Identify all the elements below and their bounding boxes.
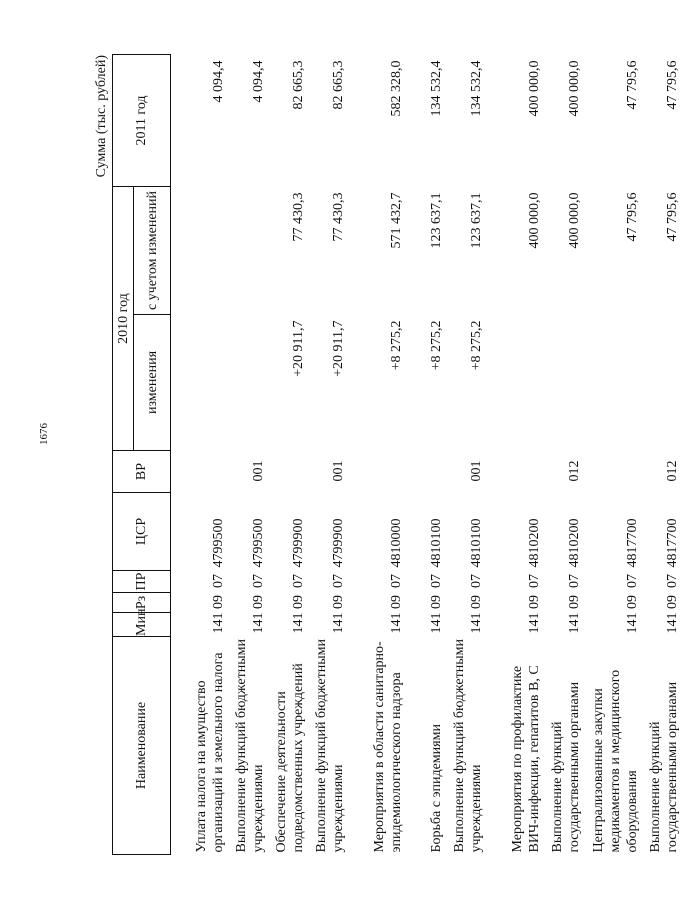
budget-table	[112, 54, 683, 855]
row-vr: 012	[567, 460, 582, 482]
row-name: Обеспечение деятельности подведомственных учреждений	[274, 663, 306, 853]
unit-caption: Сумма (тыс. рублей)	[94, 55, 109, 178]
table-row	[643, 55, 683, 855]
row-with-changes: 123 637,1	[469, 192, 484, 249]
row-rz: 09	[211, 595, 226, 609]
table-row	[309, 55, 349, 855]
row-csr: 4799900	[291, 518, 306, 568]
row-csr: 4799500	[211, 518, 226, 568]
row-vr	[349, 451, 407, 493]
row-csr: 4817700	[665, 518, 680, 568]
row-with-changes: 47 795,6	[665, 192, 680, 242]
row-min: 141	[527, 612, 542, 634]
header-with-changes: с учетом изменений	[134, 187, 171, 315]
row-pr: 07	[625, 574, 640, 588]
row-changes: +8 275,2	[469, 320, 484, 371]
row-changes: +20 911,7	[331, 320, 346, 377]
row-rz: 09	[291, 595, 306, 609]
table-body	[171, 55, 683, 855]
header-csr: ЦСР	[113, 493, 171, 571]
row-pr: 07	[665, 574, 680, 588]
row-with-changes: 400 000,0	[527, 192, 542, 249]
row-year-2011: 47 795,6	[625, 60, 640, 110]
row-pr: 07	[389, 574, 404, 588]
row-rz: 09	[469, 595, 484, 609]
row-vr	[171, 451, 230, 493]
row-pr: 07	[211, 574, 226, 588]
row-vr	[269, 451, 309, 493]
row-min: 141	[251, 612, 266, 634]
table-row	[269, 55, 309, 855]
table-row	[545, 55, 585, 855]
header-vr: ВР	[113, 451, 171, 493]
header-rz: Рз	[113, 593, 171, 613]
row-with-changes: 77 430,3	[291, 192, 306, 242]
row-rz: 09	[251, 595, 266, 609]
row-rz: 09	[389, 595, 404, 609]
row-rz: 09	[567, 595, 582, 609]
table-header	[113, 55, 171, 855]
row-name: Уплата налога на имущество организаций и земельного налога	[194, 652, 226, 853]
table-row	[407, 55, 447, 855]
row-pr: 07	[251, 574, 266, 588]
row-pr: 07	[527, 574, 542, 588]
row-with-changes: 123 637,1	[429, 192, 444, 249]
row-year-2011: 47 795,6	[665, 60, 680, 110]
row-with-changes: 77 430,3	[331, 192, 346, 242]
row-with-changes	[171, 187, 230, 315]
row-with-changes	[229, 187, 269, 315]
row-changes	[545, 315, 585, 451]
row-year-2011: 134 532,4	[429, 60, 444, 117]
row-changes	[643, 315, 683, 451]
row-changes	[229, 315, 269, 451]
row-pr: 07	[429, 574, 444, 588]
row-with-changes: 571 432,7	[389, 192, 404, 249]
rotated-page-content	[94, 55, 680, 855]
row-name: Мероприятия по профилактике ВИЧ-инфекции, гепатитов B, C	[510, 665, 542, 853]
row-changes: +8 275,2	[429, 320, 444, 371]
row-name: Мероприятия в области санитарно-эпидемиологического надзора	[372, 641, 404, 853]
row-min: 141	[331, 612, 346, 634]
row-year-2011: 82 665,3	[291, 60, 306, 110]
row-with-changes: 400 000,0	[567, 192, 582, 249]
table-row	[229, 55, 269, 855]
row-year-2011: 4 094,4	[251, 60, 266, 103]
row-name: Выполнение функций государственными органами	[550, 681, 582, 853]
row-min: 141	[567, 612, 582, 634]
row-csr: 4810000	[389, 518, 404, 568]
row-name: Борьба с эпидемиями	[429, 724, 444, 853]
row-changes	[487, 315, 545, 451]
row-min: 141	[291, 612, 306, 634]
row-vr	[585, 451, 643, 493]
row-name: Выполнение функций бюджетными учреждениями	[452, 639, 484, 853]
row-min: 141	[211, 612, 226, 634]
row-csr: 4810100	[429, 518, 444, 568]
header-min: Мин	[113, 613, 171, 637]
table-row	[349, 55, 407, 855]
header-year-2010: 2010 год	[113, 187, 134, 451]
table-row	[447, 55, 487, 855]
row-year-2011: 134 532,4	[469, 60, 484, 117]
row-csr: 4817700	[625, 518, 640, 568]
table-row	[487, 55, 545, 855]
row-min: 141	[429, 612, 444, 634]
row-name: Выполнение функций государственными органами	[648, 681, 680, 853]
table-row	[171, 55, 230, 855]
row-changes	[585, 315, 643, 451]
row-vr	[407, 451, 447, 493]
row-csr: 4810100	[469, 518, 484, 568]
row-pr: 07	[331, 574, 346, 588]
page-number: 1676	[38, 423, 50, 445]
row-csr: 4810200	[567, 518, 582, 568]
row-csr: 4799500	[251, 518, 266, 568]
row-changes: +8 275,2	[389, 320, 404, 371]
row-rz: 09	[665, 595, 680, 609]
row-csr: 4810200	[527, 518, 542, 568]
row-rz: 09	[429, 595, 444, 609]
row-with-changes: 47 795,6	[625, 192, 640, 242]
row-rz: 09	[331, 595, 346, 609]
row-name: Централизованные закупки медикаментов и медицинского оборудования	[591, 669, 640, 853]
table-row	[585, 55, 643, 855]
row-rz: 09	[625, 595, 640, 609]
row-name: Выполнение функций бюджетными учреждениями	[234, 639, 266, 853]
row-pr: 07	[291, 574, 306, 588]
row-rz: 09	[527, 595, 542, 609]
header-pr: ПР	[113, 571, 171, 593]
row-vr: 001	[331, 460, 346, 482]
row-vr: 001	[469, 460, 484, 482]
row-name: Выполнение функций бюджетными учреждениями	[314, 639, 346, 853]
row-min: 141	[625, 612, 640, 634]
row-changes	[171, 315, 230, 451]
row-vr	[487, 451, 545, 493]
row-vr: 001	[251, 460, 266, 482]
row-csr: 4799900	[331, 518, 346, 568]
row-year-2011: 582 328,0	[389, 60, 404, 117]
header-year-2011: 2011 год	[113, 55, 171, 187]
row-min: 141	[665, 612, 680, 634]
row-min: 141	[389, 612, 404, 634]
row-year-2011: 4 094,4	[211, 60, 226, 103]
row-year-2011: 400 000,0	[527, 60, 542, 117]
row-pr: 07	[567, 574, 582, 588]
row-changes: +20 911,7	[291, 320, 306, 377]
row-vr: 012	[665, 460, 680, 482]
row-year-2011: 82 665,3	[331, 60, 346, 110]
header-name: Наименование	[113, 637, 171, 855]
row-year-2011: 400 000,0	[567, 60, 582, 117]
row-min: 141	[469, 612, 484, 634]
header-changes: изменения	[134, 315, 171, 451]
row-pr: 07	[469, 574, 484, 588]
